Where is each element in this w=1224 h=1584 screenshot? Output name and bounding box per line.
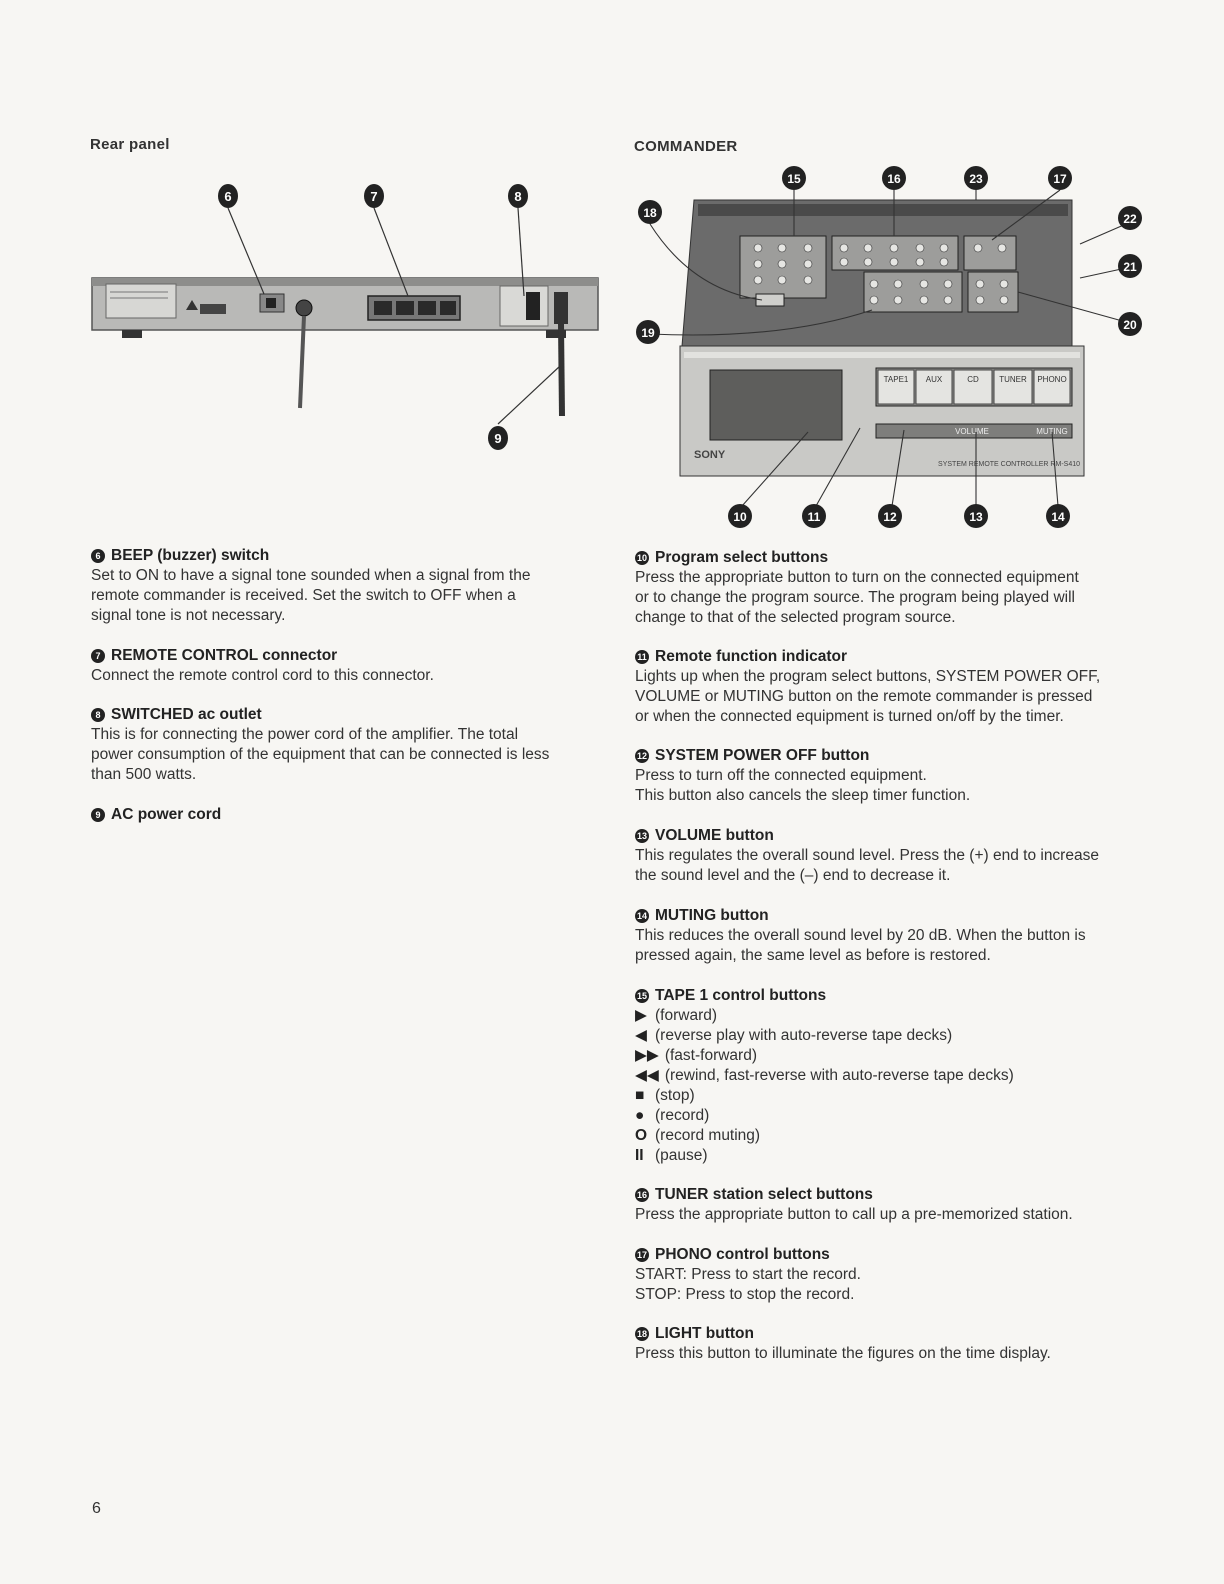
callout-21-label: 21 <box>1123 260 1137 274</box>
section-title: REMOTE CONTROL connector <box>111 647 338 664</box>
brand-label: SONY <box>694 449 726 461</box>
callout-8 <box>508 184 528 208</box>
model-label: SYSTEM REMOTE CONTROLLER RM-S410 <box>938 461 1080 468</box>
callout-13-label: 13 <box>969 510 983 524</box>
section-text-line: This button also cancels the sleep timer function. <box>635 787 971 804</box>
section-text-line: START: Press to start the record. <box>635 1266 861 1283</box>
phono-controls <box>964 236 1016 270</box>
section-title: TUNER station select buttons <box>655 1186 873 1203</box>
callout-8-label: 8 <box>514 189 522 204</box>
callout-11 <box>802 504 826 528</box>
rewind-icon: ◀◀ <box>635 1067 659 1084</box>
stop-icon: ■ <box>635 1087 645 1104</box>
legend-row-fast-forward <box>635 1046 1155 1066</box>
legend-text: (fast-forward) <box>664 1047 757 1064</box>
callout-21 <box>1118 254 1142 278</box>
callout-16 <box>882 166 906 190</box>
section-title: LIGHT button <box>655 1325 754 1342</box>
callout-12-label: 12 <box>883 510 897 524</box>
commander-heading: COMMANDER <box>634 138 738 155</box>
section-text-line: VOLUME or MUTING button on the remote commander is pressed <box>635 688 1093 705</box>
program-button-phono-label: PHONO <box>1037 375 1067 384</box>
callout-6 <box>218 184 238 208</box>
section-text-line: than 500 watts. <box>91 766 197 783</box>
ac-power-cord-plug <box>554 292 568 324</box>
callout-23 <box>964 166 988 190</box>
volume-label: VOLUME <box>955 427 989 436</box>
legend-row-record-muting <box>635 1126 1155 1146</box>
callout-18 <box>638 200 662 224</box>
callout-20-label: 20 <box>1123 318 1137 332</box>
section-text-line: power consumption of the equipment that can be connected is less <box>91 746 550 763</box>
section-number-badge: 7 <box>91 649 105 663</box>
section-text-line: the sound level and the (–) end to decrease it. <box>635 867 951 884</box>
program-button-phono <box>1034 370 1070 404</box>
legend-text: (reverse play with auto-reverse tape decks) <box>655 1027 953 1044</box>
callout-19-label: 19 <box>641 326 655 340</box>
callout-15 <box>782 166 806 190</box>
callout-7 <box>364 184 384 208</box>
section-number-badge: 12 <box>636 751 647 761</box>
section-number-badge: 10 <box>636 553 647 563</box>
section-text-line: change to that of the selected program source. <box>635 609 956 626</box>
section-text-line: or when the connected equipment is turned on/off by the timer. <box>635 708 1064 725</box>
section-remote-control-connector <box>91 646 601 686</box>
section-text-line: signal tone is not necessary. <box>91 607 286 624</box>
program-button-tape1 <box>878 370 914 404</box>
time-display <box>710 370 842 440</box>
section-title: Remote function indicator <box>655 648 848 665</box>
callout-17-label: 17 <box>1053 172 1067 186</box>
callout-7-label: 7 <box>370 189 378 204</box>
callout-10-label: 10 <box>733 510 747 524</box>
section-title: PHONO control buttons <box>655 1246 830 1263</box>
section-title: VOLUME button <box>655 827 774 844</box>
program-button-cd <box>954 370 992 404</box>
section-number-badge: 17 <box>636 1250 647 1260</box>
section-tuner-station-select <box>635 1185 1155 1225</box>
section-title: TAPE 1 control buttons <box>655 987 827 1004</box>
section-title: BEEP (buzzer) switch <box>111 547 270 564</box>
program-button-cd-label: CD <box>967 375 979 384</box>
fast-forward-icon: ▶▶ <box>635 1047 659 1064</box>
legend-text: (record) <box>655 1107 710 1124</box>
section-text-line: remote commander is received. Set the switch to OFF when a <box>91 587 516 604</box>
section-tape1-control-buttons <box>635 986 1155 1166</box>
callout-18-label: 18 <box>643 206 657 220</box>
section-title: SYSTEM POWER OFF button <box>655 747 870 764</box>
callout-11-label: 11 <box>807 510 821 524</box>
page-number: 6 <box>92 1500 101 1517</box>
section-text-line: Press the appropriate button to call up a pre-memorized station. <box>635 1206 1073 1223</box>
program-button-aux-label: AUX <box>925 375 943 384</box>
section-number-badge: 16 <box>636 1190 647 1200</box>
pause-icon: II <box>635 1147 644 1164</box>
legend-text: (stop) <box>655 1087 695 1104</box>
section-number-badge: 13 <box>636 831 647 841</box>
section-title: MUTING button <box>655 907 769 924</box>
callout-19 <box>636 320 660 344</box>
callout-17 <box>1048 166 1072 190</box>
section-title: AC power cord <box>111 806 222 823</box>
callout-22-label: 22 <box>1123 212 1137 226</box>
section-title: SWITCHED ac outlet <box>111 706 262 723</box>
section-text-line: This reduces the overall sound level by 20 dB. When the button is <box>635 927 1086 944</box>
record-icon: ● <box>635 1107 645 1124</box>
legend-text: (forward) <box>655 1007 718 1024</box>
legend-row-forward <box>635 1006 1155 1026</box>
section-ac-power-cord <box>91 805 601 825</box>
section-text-line: or to change the program source. The program being played will <box>635 589 1075 606</box>
section-muting-button <box>635 906 1155 966</box>
callout-6-label: 6 <box>224 189 232 204</box>
section-number-badge: 14 <box>636 911 647 921</box>
section-text-line: Lights up when the program select buttons, SYSTEM POWER OFF, <box>635 668 1101 685</box>
section-beep-switch <box>91 546 601 626</box>
callout-23-label: 23 <box>969 172 983 186</box>
section-text-line: pressed again, the same level as before is restored. <box>635 947 991 964</box>
callout-14 <box>1046 504 1070 528</box>
section-number-badge: 9 <box>91 808 105 822</box>
program-button-tuner <box>994 370 1032 404</box>
rear-panel-heading: Rear panel <box>90 136 170 153</box>
section-text-line: This is for connecting the power cord of the amplifier. The total <box>91 726 519 743</box>
remote-connector <box>296 300 312 316</box>
section-number-badge: 18 <box>636 1329 647 1339</box>
section-number-badge: 8 <box>91 708 105 722</box>
section-light-button <box>635 1324 1155 1364</box>
section-number-badge: 11 <box>635 650 649 664</box>
callout-16-label: 16 <box>887 172 901 186</box>
callout-10 <box>728 504 752 528</box>
legend-row-rewind <box>635 1066 1155 1086</box>
section-text-line: Set to ON to have a signal tone sounded when a signal from the <box>91 567 531 584</box>
section-number-badge: 6 <box>91 549 105 563</box>
program-button-aux <box>916 370 952 404</box>
section-phono-control-buttons <box>635 1245 1155 1305</box>
legend-row-pause <box>635 1146 1155 1166</box>
callout-12 <box>878 504 902 528</box>
record-muting-icon: O <box>635 1127 648 1144</box>
muting-label: MUTING <box>1036 427 1068 436</box>
section-text-line: This regulates the overall sound level. Press the (+) end to increase <box>635 847 1099 864</box>
legend-row-reverse <box>635 1026 1155 1046</box>
rear-panel-figure <box>88 180 608 460</box>
legend-text: (rewind, fast-reverse with auto-reverse tape decks) <box>664 1067 1014 1084</box>
callout-14-label: 14 <box>1051 510 1065 524</box>
callout-13 <box>964 504 988 528</box>
callout-15-label: 15 <box>787 172 801 186</box>
legend-row-record <box>635 1106 1155 1126</box>
callout-20 <box>1118 312 1142 336</box>
program-button-tape1-label: TAPE1 <box>883 375 909 384</box>
section-text-line: Press the appropriate button to turn on the connected equipment <box>635 569 1079 586</box>
section-system-power-off <box>635 746 1155 806</box>
section-text-line: Press to turn off the connected equipment. <box>635 767 927 784</box>
section-text-line: STOP: Press to stop the record. <box>635 1286 855 1303</box>
legend-row-stop <box>635 1086 1155 1106</box>
section-program-select-buttons <box>635 548 1155 628</box>
play-icon: ▶ <box>635 1007 647 1024</box>
section-number-badge: 15 <box>636 991 647 1001</box>
commander-figure <box>632 160 1152 532</box>
reverse-play-icon: ◀ <box>635 1027 647 1044</box>
callout-22 <box>1118 206 1142 230</box>
callout-9-label: 9 <box>494 431 502 446</box>
section-text-line: Connect the remote control cord to this connector. <box>91 667 434 684</box>
section-remote-function-indicator <box>635 647 1155 727</box>
callout-9 <box>488 426 508 450</box>
legend-text: (pause) <box>655 1147 708 1164</box>
section-volume-button <box>635 826 1155 886</box>
program-button-tuner-label: TUNER <box>999 375 1027 384</box>
section-switched-ac-outlet <box>91 705 601 785</box>
legend-text: (record muting) <box>655 1127 761 1144</box>
section-title: Program select buttons <box>655 549 829 566</box>
section-text-line: Press this button to illuminate the figures on the time display. <box>635 1345 1051 1362</box>
